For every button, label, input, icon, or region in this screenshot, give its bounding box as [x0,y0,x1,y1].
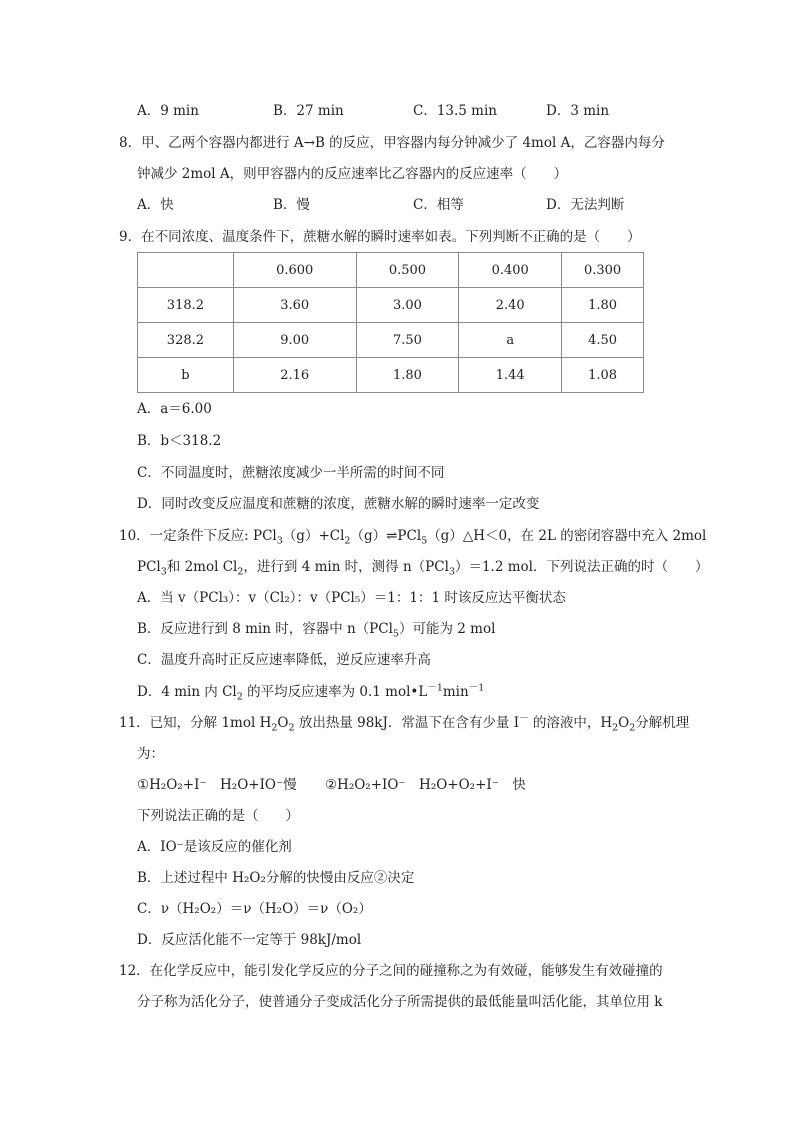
q8-option-a: A．快 [137,197,174,213]
q8-option-c: C．相等 [413,197,464,213]
table-cell: 1.80 [356,358,459,393]
q8-option-d: D．无法判断 [546,197,625,213]
table-cell: 0.600 [233,253,356,288]
table-cell: 0.400 [459,253,562,288]
q11-option-d: D．反应活化能不一定等于 98kJ/mol [137,932,362,948]
table-header-row [138,253,644,288]
table-cell [138,253,234,288]
q9-option-d: D．同时改变反应温度和蔗糖的浓度，蔗糖水解的瞬时速率一定改变 [137,496,540,512]
q12-stem-line2: 分子称为活化分子，使普通分子变成活化分子所需提供的最低能量叫活化能，其单位用 k [137,994,663,1010]
table-cell: 4.50 [562,323,644,358]
q9-rate-table [137,252,644,393]
q10-option-d: D．4 min 内 $Cl_2$ 的平均反应速率为 0.1 $mol•L^{-1}\min^{-1}$ [137,682,485,703]
table-cell: 1.80 [562,288,644,323]
table-cell: 7.50 [356,323,459,358]
table-cell: 1.08 [562,358,644,393]
table-cell: 318.2 [138,288,234,323]
q8-option-b: B．慢 [273,197,310,213]
q9-option-b: B．b＜318.2 [137,433,222,449]
table-row [138,323,644,358]
table-cell: 2.16 [233,358,356,393]
table-row [138,288,644,323]
q9-stem: 9．在不同浓度、温度条件下，蔗糖水解的瞬时速率如表。下列判断不正确的是（ ） [119,229,641,245]
q9-option-a: A．a＝6.00 [137,401,212,417]
q10-stem-line1: 10．一定条件下反应: $PCl_3(g)+Cl_2(g)\rightleftharpoons PCl_5(g)\triangle H<0$，在 2L 的密闭容器中充入 2mol [119,528,707,547]
q11-ask: 下列说法正确的是（ ） [137,808,299,824]
table-cell: 2.40 [459,288,562,323]
q11-option-c: C．ν（H₂O₂）＝ν（H₂O）＝ν（O₂） [137,901,372,917]
q7-option-c: C．13.5 min [413,103,497,119]
table-cell: 328.2 [138,323,234,358]
table-cell: 1.44 [459,358,562,393]
q11-stem-line1: 11．已知，分解 1mol $H_2O_2$ 放出热量 98kJ．常温下在含有少量 I－ 的溶液中，$H_2O_2$分解机理 [119,713,690,734]
q10-option-b: B．反应进行到 8 min 时，容器中 n（PCl$_5$）可能为 2 mol [137,621,496,640]
table-cell: a [459,323,562,358]
table-cell: 0.300 [562,253,644,288]
table-cell: 0.500 [356,253,459,288]
q7-option-b: B．27 min [273,103,344,119]
table-cell: 3.60 [233,288,356,323]
q8-stem-line1: 8．甲、乙两个容器内都进行 A→B 的反应，甲容器内每分钟减少了 4mol A，乙容器内每分 [119,135,665,151]
table-cell: 9.00 [233,323,356,358]
q11-mechanism-step1: ①H₂O₂+I⁻ H₂O+IO⁻慢 [137,777,297,793]
table-cell: b [138,358,234,393]
q11-mechanism-step2: ②H₂O₂+IO⁻ H₂O+O₂+I⁻ 快 [324,777,526,793]
q7-option-d: D．3 min [546,103,610,119]
q12-stem-line1: 12．在化学反应中，能引发化学反应的分子之间的碰撞称之为有效碰，能够发生有效碰撞的 [119,963,663,979]
q10-option-a: A．当 v（PCl₃）：v（Cl₂）：v（PCl₅）＝1：1：1 时该反应达平衡状态 [137,590,566,606]
q11-option-a: A．IO⁻是该反应的催化剂 [137,839,292,855]
q7-option-a: A．9 min [137,103,199,119]
q10-stem-line2: PCl$_3$和 2mol $Cl_2$，进行到 4 min 时，测得 n（PCl$_3$）＝1.2 mol．下列说法正确的时（ ） [137,559,709,578]
table-row [138,358,644,393]
q11-option-b: B．上述过程中 H₂O₂分解的快慢由反应②决定 [137,870,415,886]
q11-stem-line2: 为： [137,746,164,762]
table-cell: 3.00 [356,288,459,323]
q9-option-c: C．不同温度时，蔗糖浓度减少一半所需的时间不同 [137,465,445,481]
q11-mechanism [137,776,530,794]
q10-option-c: C．温度升高时正反应速率降低，逆反应速率升高 [137,652,431,668]
q8-stem-line2: 钟减少 2mol A，则甲容器内的反应速率比乙容器内的反应速率（ ） [137,166,568,182]
